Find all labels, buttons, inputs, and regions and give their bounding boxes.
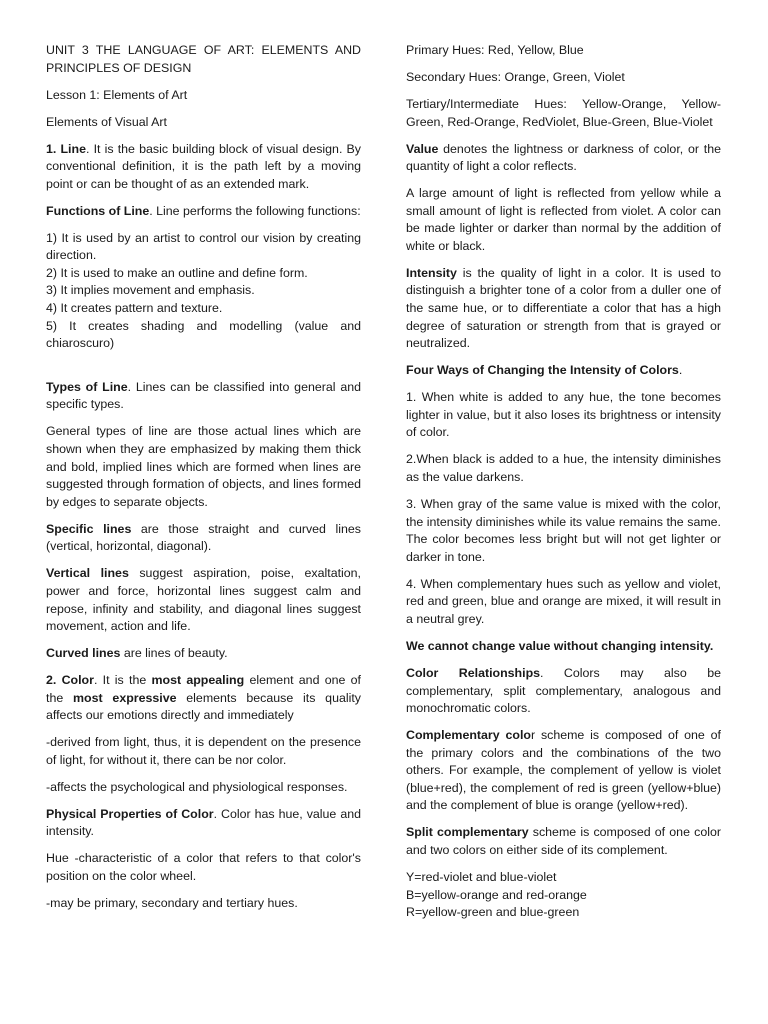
left-column xyxy=(46,42,361,922)
value-paragraph xyxy=(406,141,721,176)
way-3: 3. When gray of the same value is mixed with the color, the intensity diminishes while its value remains the same. The color becomes less bright but will not get lighter or darker in tone. xyxy=(406,496,721,564)
cannot-change-statement xyxy=(406,638,721,656)
split-item-b: B=yellow-orange and red-orange xyxy=(406,887,587,902)
specific-title: Specific lines xyxy=(46,521,132,536)
relationships-text: . Colors may also be complementary, split complementary, analogous and monochromatic colors. xyxy=(406,665,721,716)
types-paragraph xyxy=(46,379,361,414)
split-paragraph xyxy=(406,824,721,859)
types-title: Types of Line xyxy=(46,379,128,394)
secondary-hues: Secondary Hues: Orange, Green, Violet xyxy=(406,69,625,84)
color-text-3: elements because its quality affects our emotions directly and immediately xyxy=(46,690,361,723)
color-paragraph xyxy=(46,672,361,725)
split-item-r: R=yellow-green and blue-green xyxy=(406,905,580,920)
vertical-text: suggest aspiration, poise, exaltation, power and force, horizontal lines suggest calm and repose, infinity and stability, and diagonal lines suggest movement, action and life. xyxy=(46,566,362,634)
four-ways-title: Four Ways of Changing the Intensity of Colors xyxy=(406,363,679,378)
color-bold-2: most expressive xyxy=(73,690,177,705)
line-title: 1. Line xyxy=(46,141,86,156)
physical-text: . Color has hue, value and intensity. xyxy=(46,806,361,839)
complementary-paragraph xyxy=(406,727,721,815)
color-text-2: element and one of the xyxy=(46,673,361,705)
line-text: . It is the basic building block of visual design. By conventional definition, it is the path left by a moving point or can be thought of as an extended mark. xyxy=(46,141,362,191)
specific-text: are those straight and curved lines (vertical, horizontal, diagonal). xyxy=(46,521,362,554)
vertical-title: Vertical lines xyxy=(46,566,129,581)
complementary-text: r scheme is composed of one of the primary colors and the combinations of the two others. For example, the complement of yellow is violet (blue+red), the complement of red is green (yellow+blue) and the complement of blue is orange (yellow+red). xyxy=(406,728,722,813)
value-text: denotes the lightness or darkness of color, or the quantity of light a color reflects. xyxy=(406,141,721,174)
color-text-1: . It is the xyxy=(93,673,152,688)
may-paragraph: -may be primary, secondary and tertiary hues. xyxy=(46,896,298,911)
types-text: . Lines can be classified into general and specific types. xyxy=(46,379,361,412)
cannot-text: We cannot change value without changing intensity. xyxy=(406,638,714,653)
right-column xyxy=(406,42,721,922)
intensity-title: Intensity xyxy=(406,265,457,280)
functions-title: Functions of Line xyxy=(46,203,150,218)
intensity-text: is the quality of light in a color. It is used to distinguish a brighter tone of a color from a duller one of the same hue, or to differentiate a color that has a high degree of saturation or strength from that is grayed or neutralized. xyxy=(406,265,721,351)
relationships-title: Color Relationships xyxy=(406,665,541,680)
curved-text: are lines of beauty. xyxy=(120,646,228,661)
physical-paragraph xyxy=(46,806,361,841)
functions-item-3: 3) It implies movement and emphasis. xyxy=(46,283,255,298)
curved-title: Curved lines xyxy=(46,646,121,661)
hue-paragraph: Hue -characteristic of a color that refers to that color's position on the color wheel. xyxy=(46,851,361,884)
functions-item-1: 1) It is used by an artist to control our vision by creating direction. xyxy=(46,230,361,263)
intensity-paragraph xyxy=(406,265,721,353)
derived-paragraph: -derived from light, thus, it is dependent on the presence of light, for without it, there can be nor color. xyxy=(46,735,361,767)
color-title: 2. Color xyxy=(46,673,94,688)
functions-item-5: 5) It creates shading and modelling (value and chiaroscuro) xyxy=(46,318,361,351)
line-paragraph xyxy=(46,141,361,194)
way-1: 1. When white is added to any hue, the tone becomes lighter in value, but it also loses its brightness or intensity of color. xyxy=(406,390,721,440)
curved-paragraph xyxy=(46,645,361,663)
complementary-title: Complementary colo xyxy=(406,728,531,743)
split-text: scheme is composed of one color and two colors on either side of its complement. xyxy=(406,825,721,858)
way-2: 2.When black is added to a hue, the intensity diminishes as the value darkens. xyxy=(406,452,721,484)
four-ways-suffix: . xyxy=(678,363,683,378)
four-ways-heading xyxy=(406,362,721,380)
physical-title: Physical Properties of Color xyxy=(46,806,214,821)
functions-paragraph xyxy=(46,203,361,221)
color-bold-1: most appealing xyxy=(151,673,245,688)
functions-text: . Line performs the following functions: xyxy=(149,203,361,218)
primary-hues: Primary Hues: Red, Yellow, Blue xyxy=(406,43,584,57)
split-item-y: Y=red-violet and blue-violet xyxy=(406,870,557,885)
lesson-title: Lesson 1: Elements of Art xyxy=(46,87,188,102)
functions-item-4: 4) It creates pattern and texture. xyxy=(46,301,223,316)
functions-item-2: 2) It is used to make an outline and define form. xyxy=(46,265,308,280)
way-4: 4. When complementary hues such as yellow and violet, red and green, blue and orange are mixed, it will result in a neutral grey. xyxy=(406,576,721,626)
general-types-paragraph: General types of line are those actual lines which are shown when they are emphasized by making them thick and bold, implied lines which are formed when lines are suggested through formation of objects, and lines formed by edges to separate objects. xyxy=(46,424,361,509)
relationships-paragraph xyxy=(406,665,721,718)
specific-paragraph xyxy=(46,521,361,556)
value-title: Value xyxy=(406,141,439,156)
split-title: Split complementary xyxy=(406,825,529,840)
affects-paragraph: -affects the psychological and physiological responses. xyxy=(46,779,348,794)
unit-heading: UNIT 3 THE LANGUAGE OF ART: ELEMENTS AND PRINCIPLES OF DESIGN xyxy=(46,43,361,75)
light-paragraph: A large amount of light is reflected from yellow while a small amount of light is reflected from violet. A color can be made lighter or darker than normal by the addition of white or black. xyxy=(406,186,721,253)
vertical-paragraph xyxy=(46,565,361,635)
section-subheading: Elements of Visual Art xyxy=(46,114,167,129)
tertiary-hues: Tertiary/Intermediate Hues: Yellow-Orange, Yellow-Green, Red-Orange, RedViolet, Blue-Green, Blue-Violet xyxy=(406,96,721,129)
